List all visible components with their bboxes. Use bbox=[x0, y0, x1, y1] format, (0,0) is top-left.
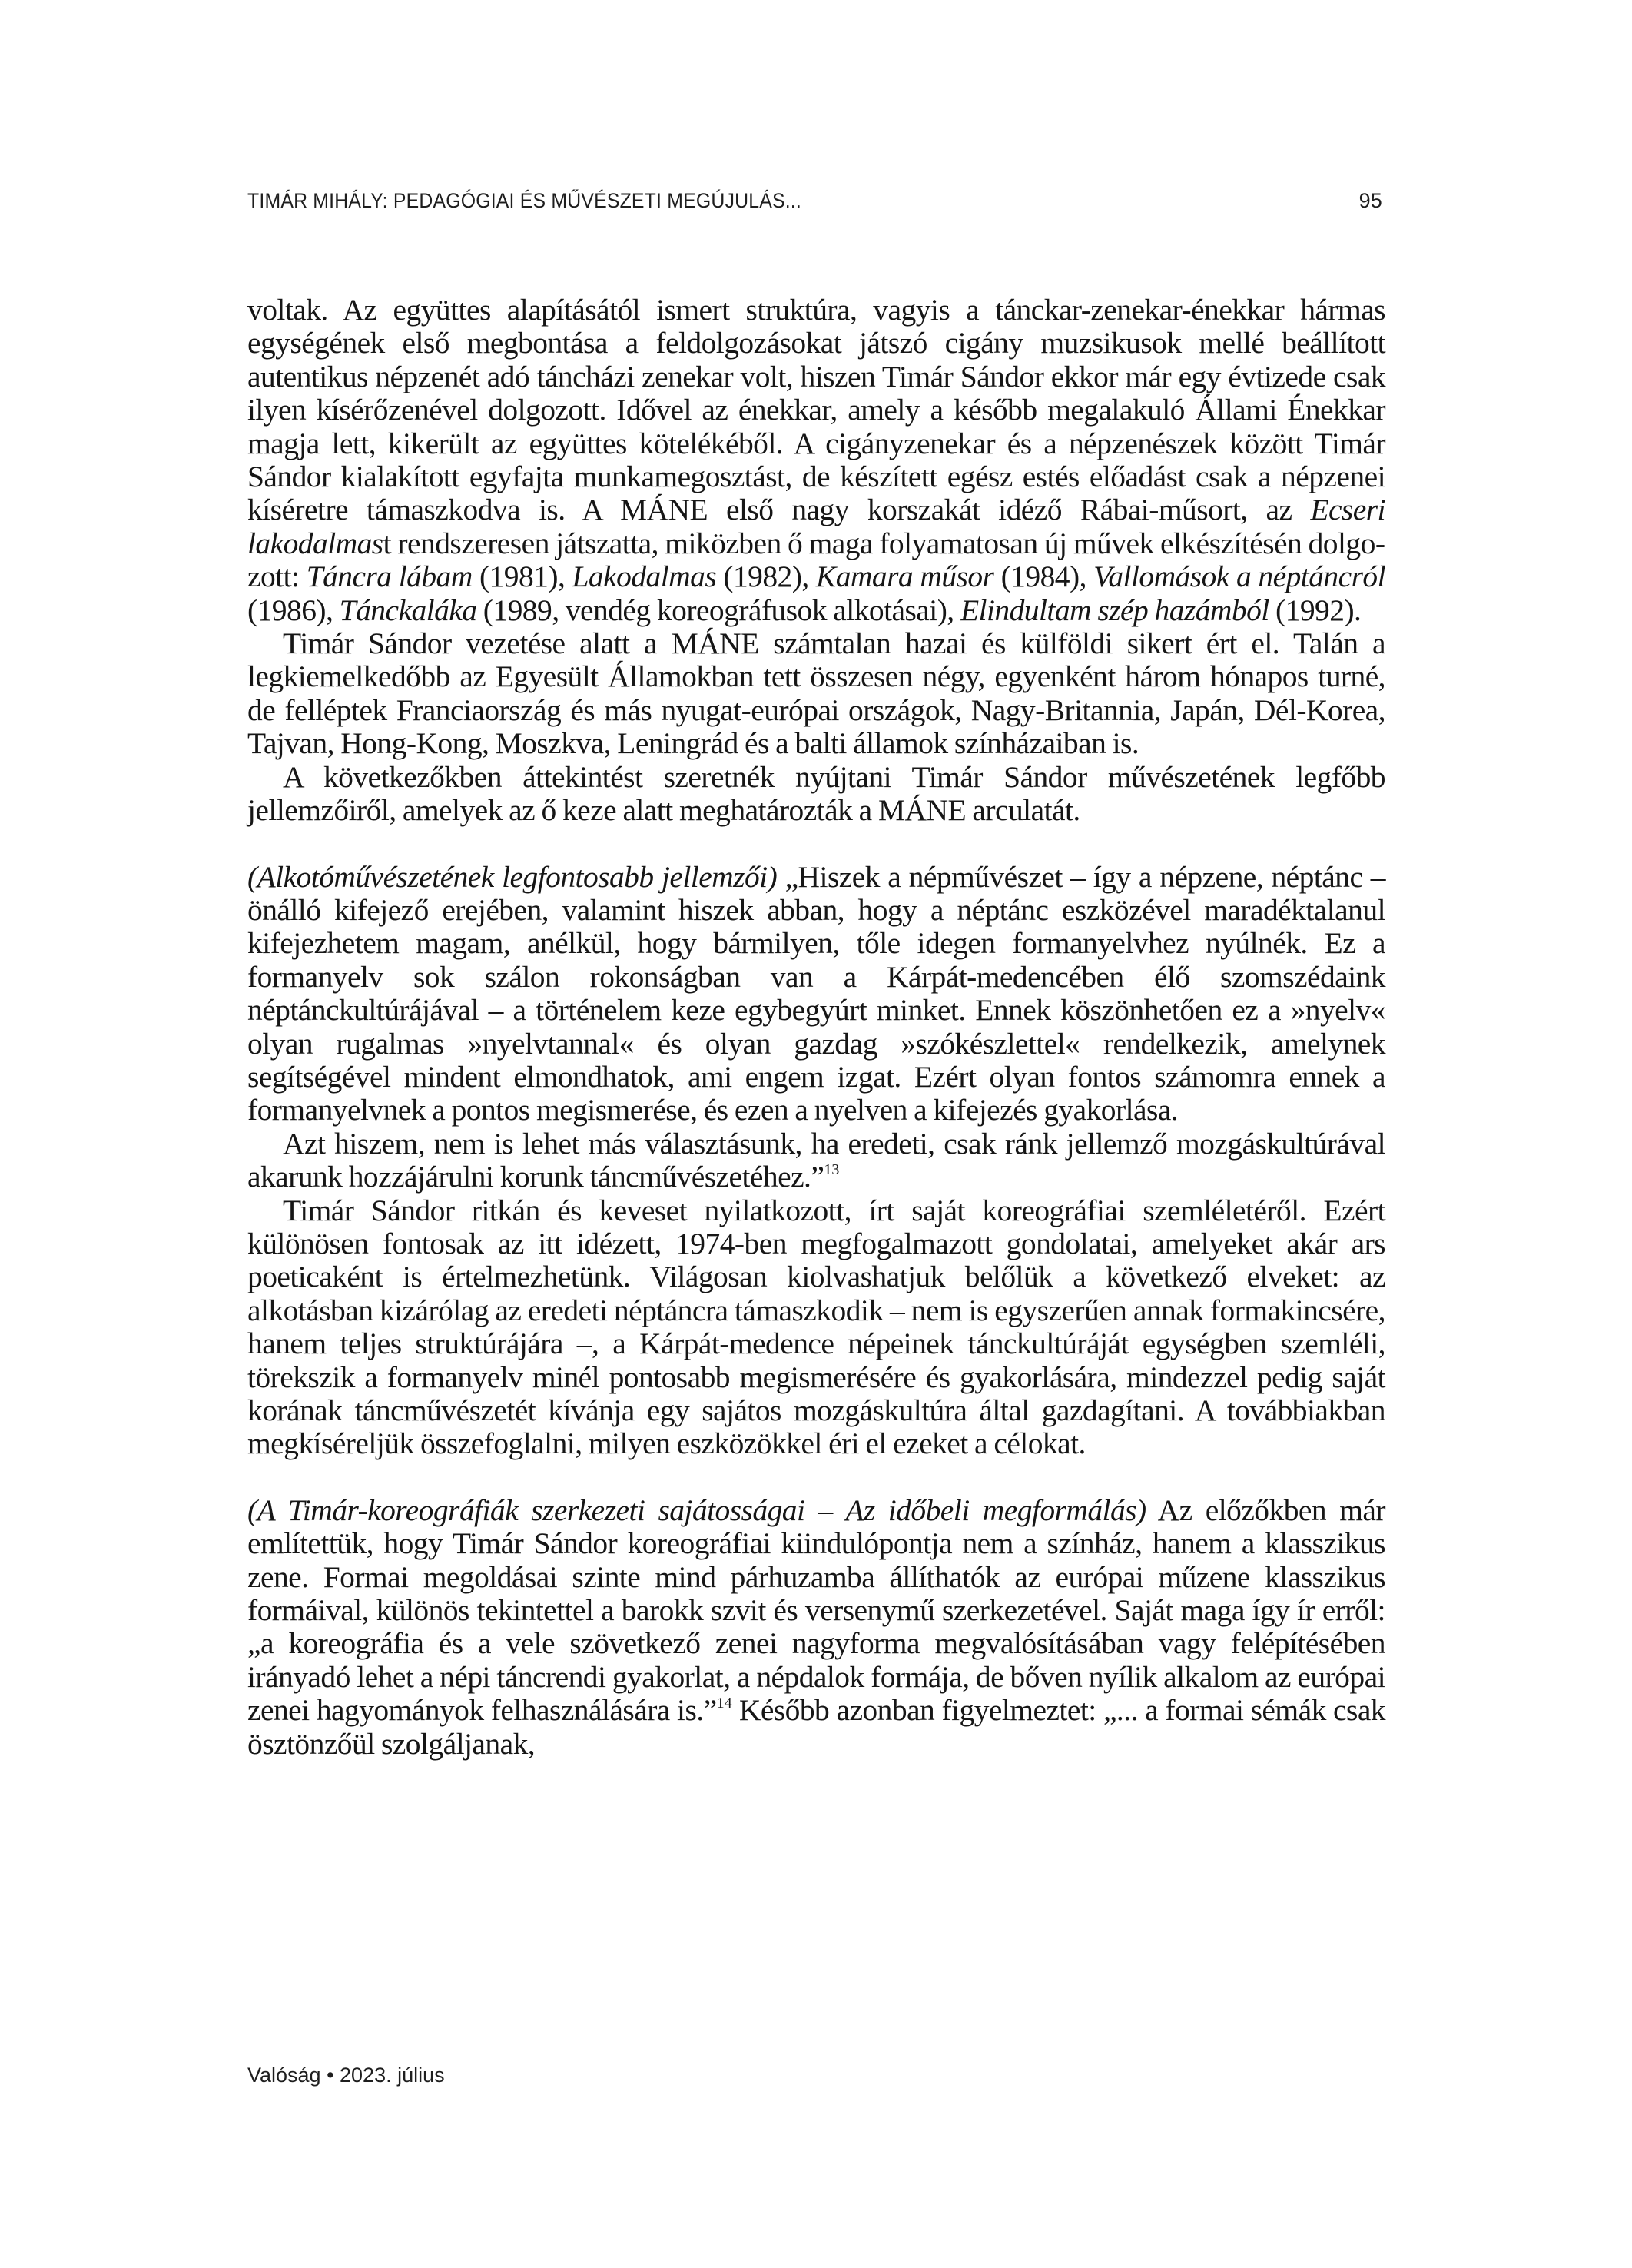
text-run: Azt hiszem, nem is lehet más választásunk, ha eredeti, csak ránk jellemző mozgáskultúrával akarunk hozzájárulni korunk táncművészetéhez.” bbox=[247, 1126, 1385, 1194]
running-title: TIMÁR MIHÁLY: PEDAGÓGIAI ÉS MŰVÉSZETI MEGÚJULÁS... bbox=[247, 189, 801, 212]
text-run: „Hiszek a népművészet – így a népzene, néptánc – önálló kifejező erejében, valamint hiszek abban, hogy a néptánc eszközével maradéktalanul kifejezhetem magam, anélkül, hogy bármilyen, tőle idegen formanyelvhez nyúlnék. Ez a formanyelv sok szálon rokonságban van a Kárpát-medencében élő szomszédaink néptánckultúrájával – a történelem keze egybegyúrt minket. Ennek köszönhetően ez a »nyelv« olyan rugalmas »nyelvtannal« és olyan gazdag »szókészlettel« rendelkezik, amelynek segítségével mindent elmondhatok, ami engem izgat. Ezért olyan fontos számomra ennek a formanyelvnek a pontos megismerése, és ezen a nyelven a kifejezés gyakorlása. bbox=[247, 859, 1385, 1127]
italic-text: Elindultam szép hazámból bbox=[960, 593, 1269, 627]
italic-text: (Alkotóművészetének legfontosabb jellemzői) bbox=[247, 859, 778, 894]
text-run: A következőkben áttekintést szeretnék nyújtani Timár Sándor művészetének legfőbb jellemzőiről, amelyek az ő keze alatt meghatározták a MÁNE arculatát. bbox=[247, 759, 1385, 828]
paragraph bbox=[247, 627, 1385, 761]
paragraph bbox=[247, 761, 1385, 828]
italic-text: Lakodalmas bbox=[572, 560, 717, 594]
text-run: voltak. Az együttes alapításától ismert struktúra, vagyis a tánckar-zenekar-énekkar hármas egységének első megbontása a feldolgozásokat játszó cigány muzsikusok mellé beállított autentikus népzenét adó táncházi zenekar volt, hiszen Timár Sándor ekkor már egy évtizede csak ilyen kísérőzenével dolgozott. Idővel az énekkar, amely a később megalakuló Állami Énekkar magja lett, kikerült az együttes kötelékéből. A cigányzenekar és a népzenészek között Timár Sándor kialakított egyfajta munkamegosztást, de készített egész estés előadást csak a népzenei kíséretre támaszkodva is. A MÁNE első nagy korszakát idéző Rábai-műsort, az bbox=[247, 293, 1385, 527]
page-number: 95 bbox=[1358, 189, 1382, 212]
text-run: Timár Sándor ritkán és keveset nyilatkozott, írt saját koreográfiai szemléletéről. Ezért különösen fontosak az itt idézett, 1974-ben megfogalmazott gondolatai, amelyeket akár ars poeticaként is értelmezhetünk. Világosan kiolvashatjuk belőlük a következő elveket: az alkotásban kizárólag az eredeti néptáncra támaszkodik – nem is egyszerűen annak formakincsére, hanem teljes struktúrájára –, a Kárpát-medence népeinek tánckultúráját egységben szemléli, törekszik a formanyelv minél pontosabb megismerésére és gyakorlására, mindezzel pedig saját korának táncművészetét kívánja egy sajátos mozgáskultúra által gazdagítani. A továbbiakban megkíséreljük összefoglalni, milyen eszközökkel éri el ezeket a célokat. bbox=[247, 1193, 1385, 1461]
italic-text: Táncra lábam bbox=[306, 560, 473, 594]
italic-text: Tánckaláka bbox=[339, 593, 477, 627]
page-footer bbox=[247, 2064, 445, 2087]
paragraph bbox=[247, 1494, 1385, 1761]
publication-info: Valóság • 2023. július bbox=[247, 2064, 445, 2087]
footnote-ref[interactable]: 14 bbox=[716, 1695, 732, 1712]
paragraph bbox=[247, 1127, 1385, 1194]
italic-text: (A Timár-koreográfiák szerkezeti sajátosságai – Az időbeli megformálás) bbox=[247, 1493, 1146, 1527]
text-run: t rendszeresen játszatta, miközben ő maga folyamatosan új művek elkészítésén dolgozott: bbox=[247, 526, 1385, 594]
italic-text: Vallomások a néptáncról bbox=[1093, 560, 1386, 594]
text-run: Később azonban figyelmeztet: „... a formai sémák csak ösztönzőül szolgáljanak, bbox=[247, 1693, 1386, 1761]
italic-text: Kamara műsor bbox=[815, 560, 994, 594]
text-run: (1992). bbox=[1269, 593, 1362, 627]
running-header bbox=[247, 189, 1385, 213]
italic-text: Ecseri lakodalmas bbox=[247, 493, 1385, 560]
paragraph bbox=[247, 1194, 1385, 1461]
paragraph bbox=[247, 294, 1385, 627]
article-body bbox=[247, 294, 1385, 1761]
text-run: (1981), bbox=[472, 560, 572, 594]
text-run: (1989, vendég koreográfusok alkotásai), bbox=[476, 593, 960, 627]
text-run: Az előzőkben már említettük, hogy Timár Sándor koreográfiai kiindulópontja nem a színház, hanem a klasszikus zene. Formai megoldásai szinte mind párhuzamba állíthatók az európai műzene klasszikus formáival, különös tekintettel a barokk szvit és versenymű szerkezetével. Saját maga így ír erről: „a koreográfia és a vele szövetkező zenei nagyforma megvalósításában vagy felépítésében irányadó lehet a népi táncrendi gyakorlat, a népdalok formája, de bőven nyílik alkalom az európai zenei hagyományok felhasználására is.” bbox=[247, 1493, 1385, 1728]
text-run: (1984), bbox=[993, 560, 1094, 594]
text-run: (1982), bbox=[716, 560, 816, 594]
footnote-ref[interactable]: 13 bbox=[824, 1161, 840, 1179]
paragraph bbox=[247, 861, 1385, 1127]
text-run: Timár Sándor vezetése alatt a MÁNE számtalan hazai és külföldi sikert ért el. Talán a legkiemelkedőbb az Egyesült Államokban tett összesen négy, egyenként három hónapos turné, de felléptek Franciaország és más nyugat-európai országok, Nagy-Britannia, Japán, Dél-Korea, Tajvan, Hong-Kong, Moszkva, Leningrád és a balti államok színházaiban is. bbox=[247, 626, 1385, 761]
text-run: (1986), bbox=[247, 593, 340, 627]
